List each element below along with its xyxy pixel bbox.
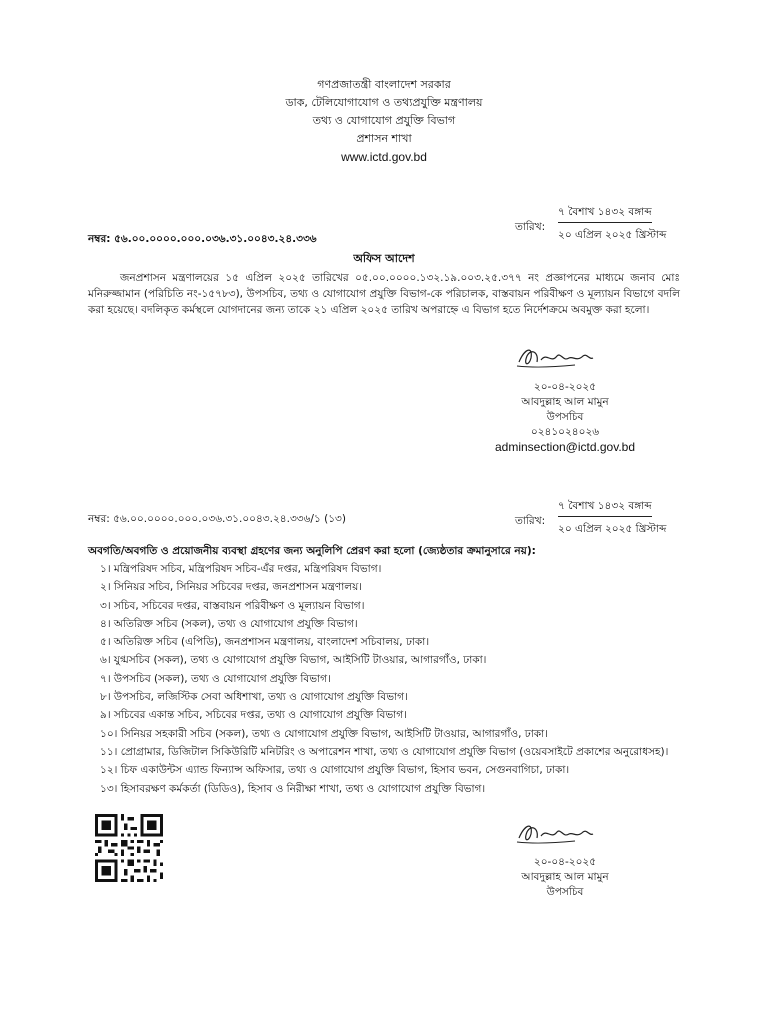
signature-1-email[interactable]: adminsection@ictd.gov.bd — [494, 440, 636, 454]
signature-1-name: আবদুল্লাহ আল মামুন — [521, 396, 609, 408]
signature-2-designation: উপসচিব — [546, 886, 584, 898]
list-item: ১১। প্রোগ্রামার, ডিজিটাল সিকিউরিটি মনিটরিং ও অপারেশন শাখা, তথ্য ও যোগাযোগ প্রযুক্তি বিভাগ (ওয়েবসাইটে প্রকাশের অনুরোধসহ)। — [100, 745, 669, 758]
order-body: জনপ্রশাসন মন্ত্রণালয়ের ১৫ এপ্রিল ২০২৫ তারিখের ০৫.০০.০০০০.১৩২.১৯.০০৩.২৫.৩৭৭ নং প্রজ্ঞাপনের মাধ্যমে জনাব মোঃ মনিরুজ্জামান (পরিচিতি নং-১৫৭৮৩), উপসচিব, তথ্য ও যোগাযোগ প্রযুক্তি বিভাগ-কে পরিচালক, বাস্তবায়ন পরিবীক্ষণ ও মূল্যায়ন বিভাগে বদলি করা হয়েছে। বদলিকৃত কর্মস্থলে যোগদানের জন্য তাকে ২১ এপ্রিল ২০২৫ তারিখ অপরাহ্নে এ বিভাগ হতে নির্দেশক্রমে অবমুক্ত করা হলো। — [88, 272, 680, 316]
signature-2-name: আবদুল্লাহ আল মামুন — [521, 871, 609, 883]
division-name: তথ্য ও যোগাযোগ প্রযুক্তি বিভাগ — [312, 114, 456, 127]
list-item: ১২। চিফ একাউন্টস এ্যান্ড ফিন্যান্স অফিসার, তথ্য ও যোগাযোগ প্রযুক্তি বিভাগ, হিসাব ভবন, সেগুনবাগিচা, ঢাকা। — [100, 764, 570, 777]
signature-1-block — [470, 380, 660, 455]
list-item: ২। সিনিয়র সচিব, সিনিয়র সচিবের দপ্তর, জনপ্রশাসন মন্ত্রণালয়। — [100, 581, 363, 594]
qr-code-icon — [95, 814, 163, 882]
signature-1-date: ২০-০৪-২০২৫ — [533, 381, 597, 393]
signature-2-block — [470, 855, 660, 900]
order-memo-number: নম্বর: ৫৬.০০.০০০০.০০০.০৩৬.৩১.০০৪৩.২৪.৩৩৬ — [88, 233, 317, 245]
order-title: অফিস আদেশ — [353, 252, 415, 265]
section-name: প্রশাসন শাখা — [356, 132, 412, 145]
dist-memo-number: নম্বর: ৫৬.০০.০০০০.০০০.০৩৬.৩১.০০৪৩.২৪.৩৩৬/১ (১৩) — [88, 513, 346, 525]
list-item: ১০। সিনিয়র সহকারী সচিব (সকল), তথ্য ও যোগাযোগ প্রযুক্তি বিভাগ, আইসিটি টাওয়ার, আগারগাঁও, ঢাকা। — [100, 727, 548, 740]
list-item: ১। মন্ত্রিপরিষদ সচিব, মন্ত্রিপরিষদ সচিব-এঁর দপ্তর, মন্ত্রিপরিষদ বিভাগ। — [100, 563, 382, 575]
order-date-english: ২০ এপ্রিল ২০২৫ খ্রিস্টাব্দ — [558, 229, 667, 241]
signature-2-mark — [515, 820, 595, 846]
order-date-label: তারিখ: — [515, 221, 546, 233]
order-date-bangla: ৭ বৈশাখ ১৪৩২ বঙ্গাব্দ — [558, 205, 652, 223]
list-item: ৯। সচিবের একান্ত সচিব, সচিবের দপ্তর, তথ্য ও যোগাযোগ প্রযুক্তি বিভাগ। — [100, 709, 407, 722]
list-item: ৮। উপসচিব, লজিস্টিক সেবা অধিশাখা, তথ্য ও যোগাযোগ প্রযুক্তি বিভাগ। — [100, 691, 408, 704]
ministry-name: ডাক, টেলিযোগাযোগ ও তথ্যপ্রযুক্তি মন্ত্রণালয় — [285, 96, 483, 109]
letterhead — [0, 76, 768, 166]
list-item: ৭। উপসচিব (সকল), তথ্য ও যোগাযোগ প্রযুক্তি বিভাগ। — [100, 672, 331, 685]
distribution-list — [100, 560, 680, 798]
list-item: ৫। অতিরিক্ত সচিব (এপিডি), জনপ্রশাসন মন্ত্রণালয়, বাংলাদেশ সচিবালয়, ঢাকা। — [100, 636, 430, 649]
dist-date-english: ২০ এপ্রিল ২০২৫ খ্রিস্টাব্দ — [558, 523, 667, 535]
dist-date-bangla: ৭ বৈশাখ ১৪৩২ বঙ্গাব্দ — [558, 499, 652, 517]
list-item: ১৩। হিসাবরক্ষণ কর্মকর্তা (ডিডিও), হিসাব ও নিরীক্ষা শাখা, তথ্য ও যোগাযোগ প্রযুক্তি বিভাগ। — [100, 782, 486, 795]
list-item: ৪। অতিরিক্ত সচিব (সকল), তথ্য ও যোগাযোগ প্রযুক্তি বিভাগ। — [100, 617, 358, 630]
distribution-heading: অবগতি/অবগতি ও প্রয়োজনীয় ব্যবস্থা গ্রহণের জন্য অনুলিপি প্রেরণ করা হলো (জ্যেষ্ঠতার ক্রমানুসারে নয়): — [88, 545, 536, 557]
list-item: ৩। সচিব, সচিবের দপ্তর, বাস্তবায়ন পরিবীক্ষণ ও মূল্যায়ন বিভাগ। — [100, 599, 365, 612]
list-item: ৬। যুগ্মসচিব (সকল), তথ্য ও যোগাযোগ প্রযুক্তি বিভাগ, আইসিটি টাওয়ার, আগারগাঁও, ঢাকা। — [100, 654, 487, 667]
signature-2-date: ২০-০৪-২০২৫ — [533, 856, 597, 868]
signature-1-mark — [515, 344, 595, 370]
signature-1-phone: ০২৪১০২৪০২৬ — [530, 426, 600, 438]
website-link[interactable]: www.ictd.gov.bd — [341, 150, 427, 164]
govt-name: গণপ্রজাতন্ত্রী বাংলাদেশ সরকার — [317, 78, 451, 91]
dist-date-label: তারিখ: — [515, 515, 546, 527]
signature-1-designation: উপসচিব — [546, 411, 584, 423]
